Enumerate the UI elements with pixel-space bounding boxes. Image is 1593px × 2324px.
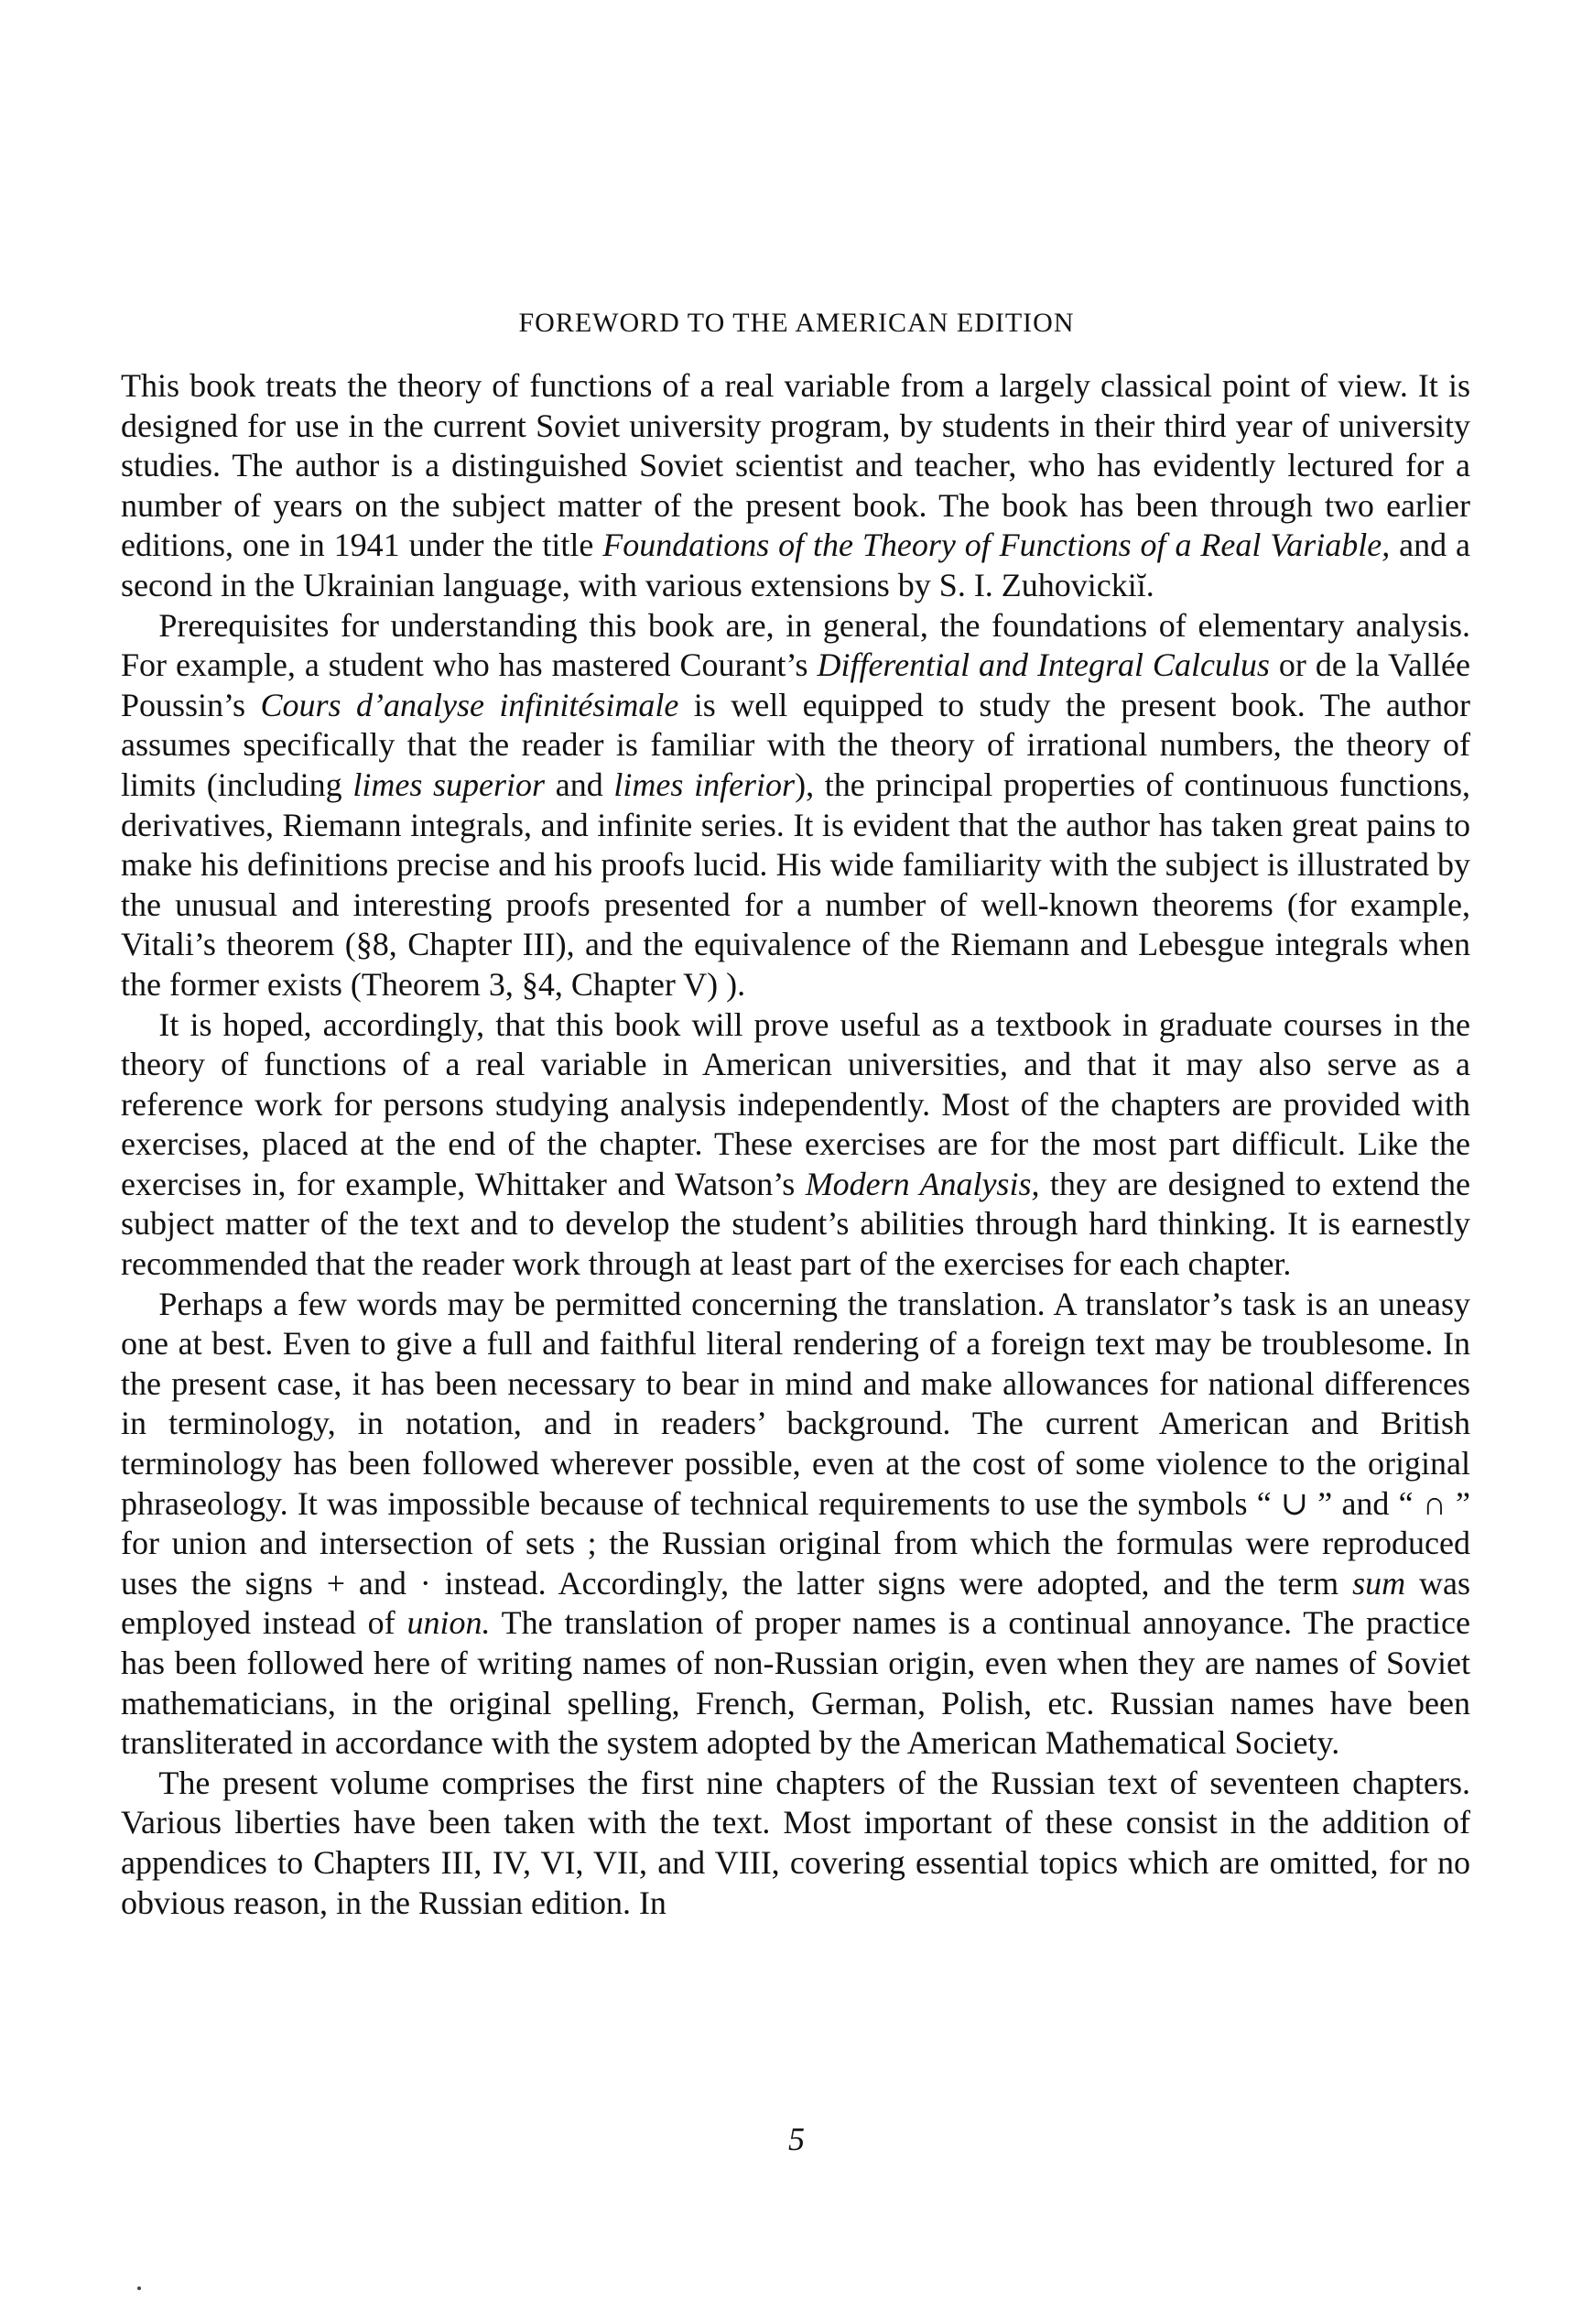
text-run: and a second in the Ukrainian language, with various extensions by S. I. Zuhovickiĭ. [121,527,1470,603]
italic-title: Modern Analysis, [805,1165,1040,1202]
text-run: they are designed to extend the subject matter of the text and to develop the student’s abilities through hard thinking. It is earnestly recommended that the reader work through at least part of the exercises for each chapter. [121,1165,1470,1283]
paragraph-2 [121,606,1470,1005]
text-run: ), the principal properties of continuous functions, derivatives, Riemann integrals, and infinite series. It is evident that the author has taken great pains to make his definitions precise and his proofs lucid. His wide familiarity with the subject is illustrated by the unusual and interesting proofs presented for a number of well-known theorems (for example, Vitali’s theorem (§8, Chapter III), and the equivalence of the Riemann and Lebesgue integrals when the former exists (Theorem 3, §4, Chapter V) ). [121,766,1471,1003]
italic-term: limes superior [352,766,546,803]
italic-term: limes inferior [613,766,796,803]
text-run: and [545,766,614,803]
text-run: The translation of proper names is a continual annoyance. The practice has been followed here of writing names of non-Russian origin, even when they are names of Soviet mathematicians, in the original spelling, French, German, Polish, etc. Russian names have been transliterated in accordance with the system adopted by the American Mathematical Society. [121,1604,1470,1762]
text-run: The present volume comprises the first nine chapters of the Russian text of seventeen chapters. Various liberties have been taken with the text. Most important of these consist in the addition of appendices to Chapters III, IV, VI, VII, and VIII, covering essential topics which are omitted, for no obvious reason, in the Russian edition. In [121,1764,1470,1921]
text-run: Prerequisites for understanding this book are, in general, the foundations of elementary analysis. For example, a student who has mastered Courant’s [121,606,1470,684]
scan-speck [137,2286,141,2290]
text-run: This book treats the theory of functions of a real variable from a largely classical point of view. It is designed for use in the current Soviet university program, by students in their third year of university studies. The author is a distinguished Soviet scientist and teacher, who has evidently lectured for a number of years on the subject matter of the present book. The book has been through two earlier editions, one in 1941 under the title [121,367,1470,564]
italic-title: Differential and Integral Calculus [817,646,1270,684]
italic-term: union. [406,1604,491,1642]
text-run: Perhaps a few words may be permitted concerning the translation. A translator’s task is an uneasy one at best. Even to give a full and faithful literal rendering of a foreign text may be troublesome. In the present case, it has been necessary to bear in mind and make allowances for national differences in terminology, in notation, and in readers’ background. The current American and British terminology has been followed wherever possible, even at the cost of some violence to the original phraseology. It was impossible because of technical requirements to use the symbols “ ∪ ” and “ ∩ ” for union and intersection of sets ; the Russian original from which the formulas were reproduced uses the signs + and · instead. Accordingly, the latter signs were adopted, and the term [121,1285,1470,1602]
page-title: FOREWORD TO THE AMERICAN EDITION [518,308,1075,338]
text-run: or de la Vallée Poussin’s [121,646,1470,723]
page-number: 5 [788,2121,805,2157]
foreword-body [121,366,1470,1923]
text-run: is well equipped to study the present book. The author assumes specifically that the reader is familiar with the theory of irrational numbers, the theory of limits (including [121,686,1470,803]
italic-term: sum [1352,1564,1406,1602]
text-run: was employed instead of [121,1564,1470,1642]
paragraph-1 [121,366,1470,606]
paragraph-4 [121,1285,1470,1764]
italic-title: Foundations of the Theory of Functions of a Real Variable, [602,527,1391,564]
text-run: It is hoped, accordingly, that this book will prove useful as a textbook in graduate courses in the theory of functions of a real variable in American universities, and that it may also serve as a reference work for persons studying analysis independently. Most of the chapters are provided with exercises, placed at the end of the chapter. These exercises are for the most part difficult. Like the exercises in, for example, Whittaker and Watson’s [121,1005,1470,1202]
italic-title: Cours d’analyse infinitésimale [260,686,679,723]
paragraph-3 [121,1005,1470,1285]
paragraph-5 [121,1764,1470,1923]
